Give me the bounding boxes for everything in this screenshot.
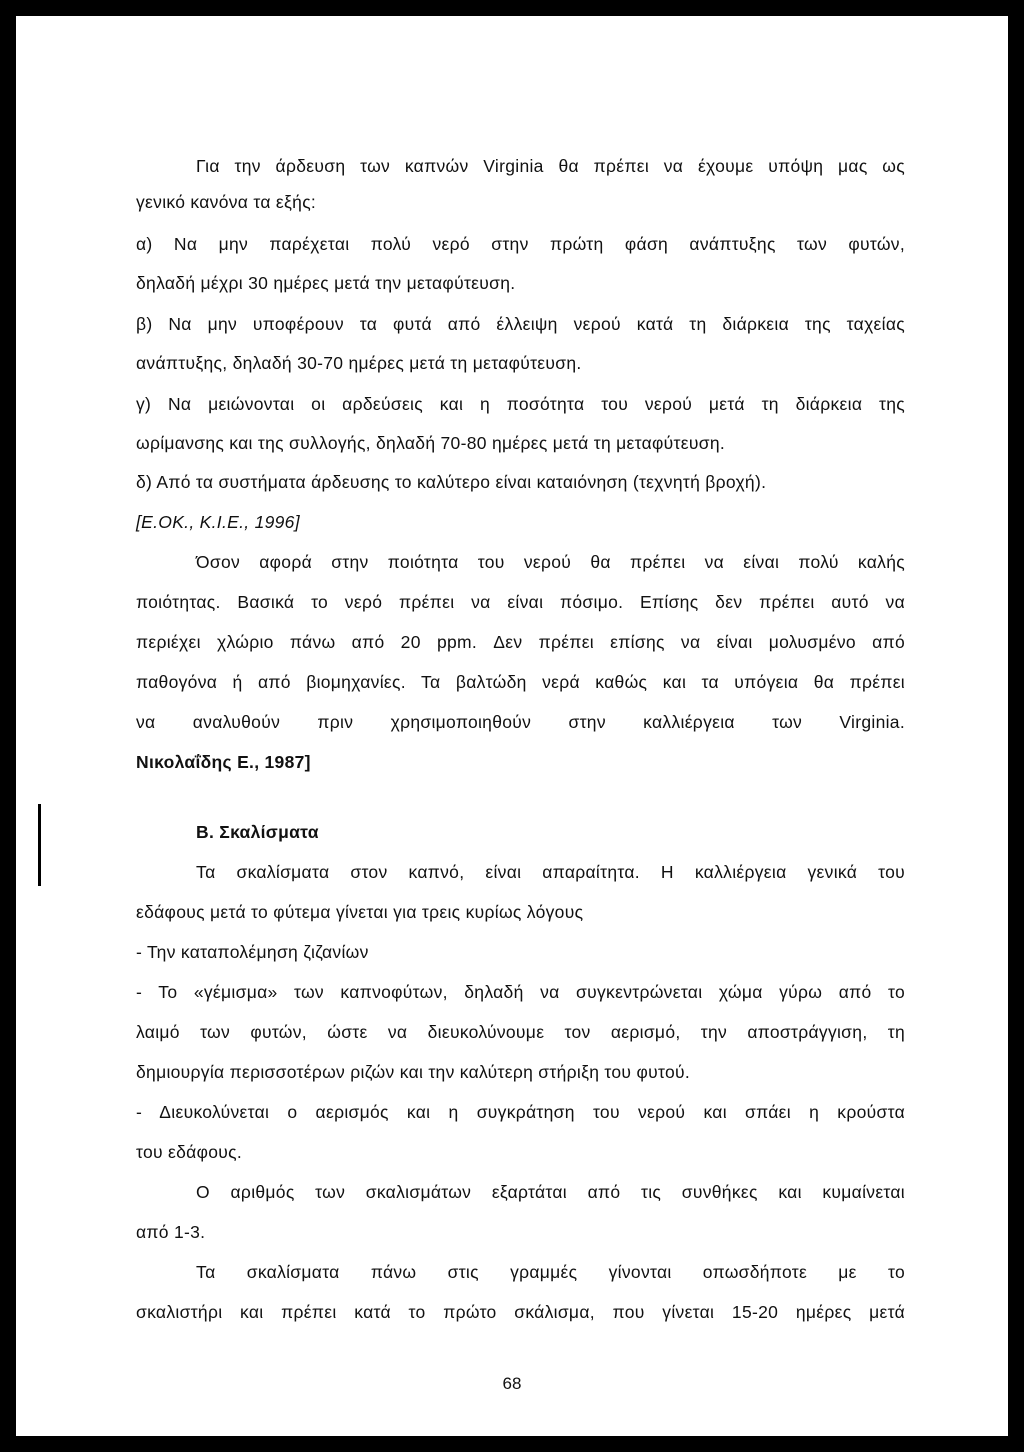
- text-line: δ) Από τα συστήματα άρδευσης το καλύτερο είναι καταιόνηση (τεχνητή βροχή).: [136, 472, 767, 492]
- list-item: - Το «γέμισμα» των καπνοφύτων, δηλαδή να συγκεντρώνεται χώμα γύρω από το: [136, 982, 905, 1002]
- text-line: Για την άρδευση των καπνών Virginia θα πρέπει να έχουμε υπόψη μας ως: [196, 156, 905, 176]
- text-line: να αναλυθούν πριν χρησιμοποιηθούν στην καλλιέργεια των Virginia.: [136, 712, 905, 732]
- text-line: σκαλιστήρι και πρέπει κατά το πρώτο σκάλισμα, που γίνεται 15-20 ημέρες μετά: [136, 1302, 905, 1322]
- margin-bar: [38, 804, 41, 886]
- page-number: 68: [502, 1374, 522, 1393]
- text-line: δημιουργία περισσοτέρων ριζών και την καλύτερη στήριξη του φυτού.: [136, 1062, 691, 1082]
- text-line: περιέχει χλώριο πάνω από 20 ppm. Δεν πρέπει επίσης να είναι μολυσμένο από: [136, 632, 905, 652]
- section-heading: Β. Σκαλίσματα: [196, 822, 319, 842]
- text-line: Όσον αφορά στην ποιότητα του νερού θα πρέπει να είναι πολύ καλής: [196, 552, 905, 572]
- citation: [Ε.ΟΚ., Κ.Ι.Ε., 1996]: [136, 512, 300, 532]
- text-line: ωρίμανσης και της συλλογής, δηλαδή 70-80 ημέρες μετά τη μεταφύτευση.: [136, 433, 726, 453]
- text-line: Τα σκαλίσματα στον καπνό, είναι απαραίτητα. Η καλλιέργεια γενικά του: [196, 862, 905, 882]
- list-item: - Την καταπολέμηση ζιζανίων: [136, 942, 369, 962]
- citation: Νικολαΐδης Ε., 1987]: [136, 752, 311, 772]
- text-line: από 1-3.: [136, 1222, 206, 1242]
- text-line: δηλαδή μέχρι 30 ημέρες μετά την μεταφύτευση.: [136, 273, 516, 293]
- document-page: [16, 16, 1008, 1436]
- text-line: του εδάφους.: [136, 1142, 243, 1162]
- text-line: α) Να μην παρέχεται πολύ νερό στην πρώτη φάση ανάπτυξης των φυτών,: [136, 234, 905, 254]
- text-line: γ) Να μειώνονται οι αρδεύσεις και η ποσότητα του νερού μετά τη διάρκεια της: [136, 394, 905, 414]
- text-line: β) Να μην υποφέρουν τα φυτά από έλλειψη νερού κατά τη διάρκεια της ταχείας: [136, 314, 905, 334]
- text-line: λαιμό των φυτών, ώστε να διευκολύνουμε τον αερισμό, την αποστράγγιση, τη: [136, 1022, 905, 1042]
- text-line: ποιότητας. Βασικά το νερό πρέπει να είναι πόσιμο. Επίσης δεν πρέπει αυτό να: [136, 592, 905, 612]
- list-item: - Διευκολύνεται ο αερισμός και η συγκράτηση του νερού και σπάει η κρούστα: [136, 1102, 905, 1122]
- text-line: γενικό κανόνα τα εξής:: [136, 192, 317, 212]
- text-line: ανάπτυξης, δηλαδή 30-70 ημέρες μετά τη μεταφύτευση.: [136, 353, 582, 373]
- text-line: παθογόνα ή από βιομηχανίες. Τα βαλτώδη νερά καθώς και τα υπόγεια θα πρέπει: [136, 672, 905, 692]
- text-line: Τα σκαλίσματα πάνω στις γραμμές γίνονται οπωσδήποτε με το: [196, 1262, 905, 1282]
- text-line: Ο αριθμός των σκαλισμάτων εξαρτάται από τις συνθήκες και κυμαίνεται: [196, 1182, 905, 1202]
- text-line: εδάφους μετά το φύτεμα γίνεται για τρεις κυρίως λόγους: [136, 902, 584, 922]
